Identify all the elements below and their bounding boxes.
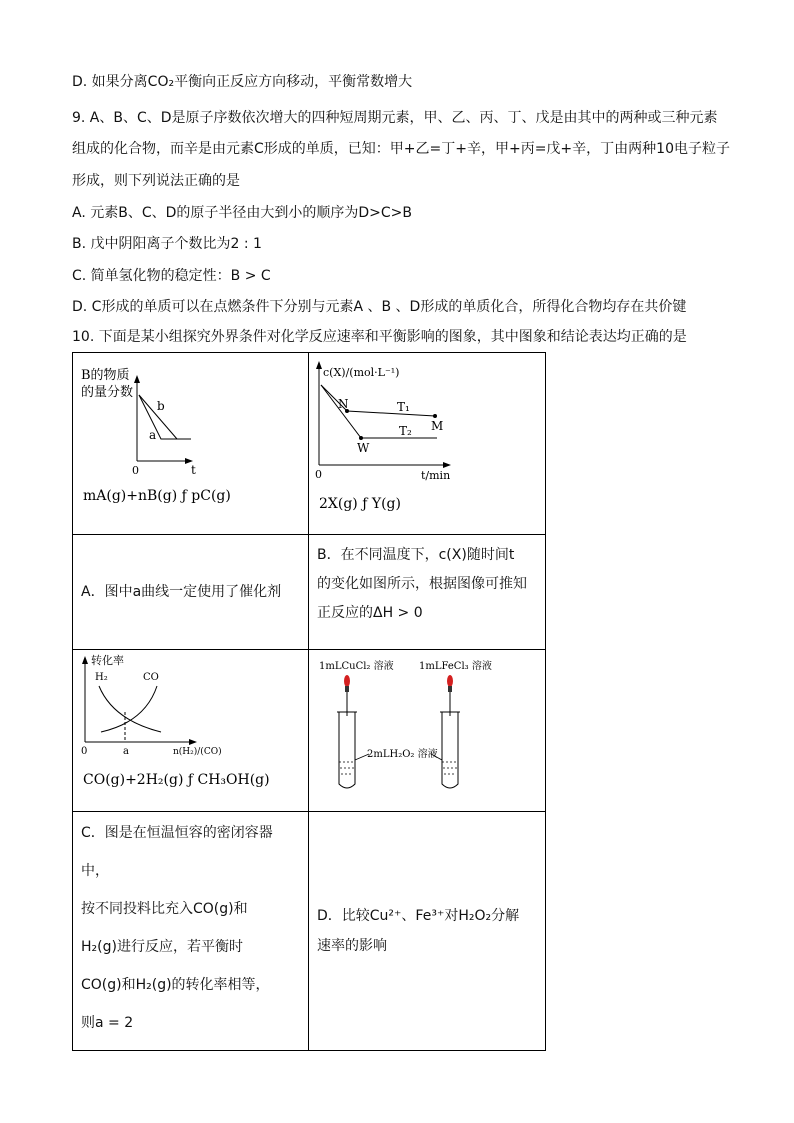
option-c-line-2: 按不同投料比充入CO(g)和: [81, 901, 248, 917]
q9-option-a: A. 元素B、C、D的原子半径由大到小的顺序为D>C>B: [72, 205, 413, 221]
graph-a-equation: mA(g)+nB(g) ƒ pC(g): [83, 488, 231, 504]
option-b-line-1: B．在不同温度下，c(X)随时间t: [317, 547, 515, 563]
graph-c-y-arrow: [82, 656, 88, 664]
q9-option-d: D. C形成的单质可以在点燃条件下分别与元素A 、B 、D形成的单质化合，所得化合物均存在共价键: [72, 299, 687, 315]
option-a-text: A．图中a曲线一定使用了催化剂: [81, 584, 282, 600]
q9-stem-line-3: 形成，则下列说法正确的是: [72, 173, 240, 189]
graph-d: [309, 650, 546, 807]
graph-b-equation: 2X(g) ƒ Y(g): [319, 496, 401, 512]
graph-b: [309, 353, 546, 530]
option-d-line-2: 速率的影响: [317, 938, 387, 954]
option-b-line-3: 正反应的ΔH > 0: [317, 605, 423, 621]
graph-b-curve-t2: [321, 385, 437, 438]
dropper-left: [344, 675, 350, 716]
graph-a-label-a: a: [149, 428, 157, 442]
graph-c-origin: 0: [81, 746, 88, 757]
q10-options-table: [72, 352, 546, 1051]
graph-b-xlabel: t/min: [421, 469, 451, 482]
graph-a-ylabel-2: 的量分数: [81, 385, 134, 400]
q9-option-c: C. 简单氢化物的稳定性：B > C: [72, 268, 271, 284]
graph-b-label-m: M: [431, 419, 444, 433]
graph-b-point-w: [359, 436, 363, 440]
graph-c-ylabel: 转化率: [91, 654, 124, 667]
option-c-line-3: H₂(g)进行反应，若平衡时: [81, 939, 243, 955]
graph-a: [73, 353, 309, 530]
option-d-previous-question: D. 如果分离CO₂平衡向正反应方向移动，平衡常数增大: [72, 74, 413, 90]
graph-d-label-h2o2: 2mLH₂O₂ 溶液: [367, 749, 438, 760]
graph-b-x-arrow: [443, 462, 451, 468]
q9-option-b: B. 戊中阴阳离子个数比为2 : 1: [72, 236, 262, 252]
graph-b-label-t2: T₂: [399, 424, 412, 438]
option-c-line-1: C．图是在恒温恒容的密闭容器中，: [81, 825, 273, 879]
graph-b-ylabel: c(X)/(mol·L⁻¹): [323, 366, 400, 379]
graph-a-y-arrow: [134, 375, 140, 383]
graph-d-label-cucl2: 1mLCuCl₂ 溶液: [319, 661, 394, 672]
graph-a-cell: [73, 353, 309, 535]
option-c-line-4: CO(g)和H₂(g)的转化率相等，: [81, 977, 270, 993]
test-tube-left: [337, 712, 357, 788]
graph-d-label-fecl3: 1mLFeCl₃ 溶液: [419, 661, 492, 672]
graph-a-xlabel: t: [191, 463, 196, 477]
test-tube-right: [440, 712, 460, 788]
graph-c-label-a: a: [123, 746, 129, 757]
graph-c-xlabel: n(H₂)/(CO): [173, 747, 222, 757]
graph-d-cell: [309, 650, 546, 812]
graph-b-y-arrow: [316, 361, 322, 369]
dropper-right: [447, 675, 453, 716]
graph-b-cell: [309, 353, 546, 535]
graph-a-label-b: b: [157, 399, 165, 413]
graph-c-label-co: CO: [143, 672, 159, 683]
graph-b-point-m: [433, 414, 437, 418]
option-a-cell: [73, 535, 309, 650]
q9-stem-line-2: 组成的化合物，而辛是由元素C形成的单质，已知：甲+乙=丁+辛，甲+丙=戊+辛，丁由两种10电子粒子: [72, 141, 730, 157]
graph-b-origin: 0: [315, 468, 322, 481]
option-c-cell: [73, 812, 309, 1051]
graph-c-equation: CO(g)+2H₂(g) ƒ CH₃OH(g): [83, 772, 270, 788]
option-b-cell: [309, 535, 546, 650]
graph-b-label-t1: T₁: [397, 400, 410, 414]
graph-b-label-n: N: [338, 397, 349, 411]
q9-stem-line-1: 9. A、B、C、D是原子序数依次增大的四种短周期元素，甲、乙、丙、丁、戊是由其中的两种或三种元素: [72, 110, 718, 126]
graph-c-cell: [73, 650, 309, 812]
graph-c: [73, 650, 309, 807]
q10-stem: 10. 下面是某小组探究外界条件对化学反应速率和平衡影响的图象，其中图象和结论表达均正确的是: [72, 329, 687, 345]
graph-c-curve-co: [101, 686, 157, 732]
graph-a-curve-a: [139, 395, 191, 439]
graph-c-curve-h2: [99, 686, 161, 732]
option-d-line-1: D．比较Cu²⁺、Fe³⁺对H₂O₂分解: [317, 908, 520, 924]
graph-c-x-arrow: [189, 739, 197, 745]
option-c-line-5: 则a = 2: [81, 1015, 134, 1031]
option-b-line-2: 的变化如图所示，根据图像可推知: [317, 576, 527, 592]
graph-a-ylabel-1: B的物质: [81, 368, 130, 383]
graph-c-label-h2: H₂: [95, 672, 108, 683]
graph-a-origin: 0: [132, 464, 139, 477]
option-d-cell: [309, 812, 546, 1051]
graph-b-label-w: W: [357, 441, 370, 455]
